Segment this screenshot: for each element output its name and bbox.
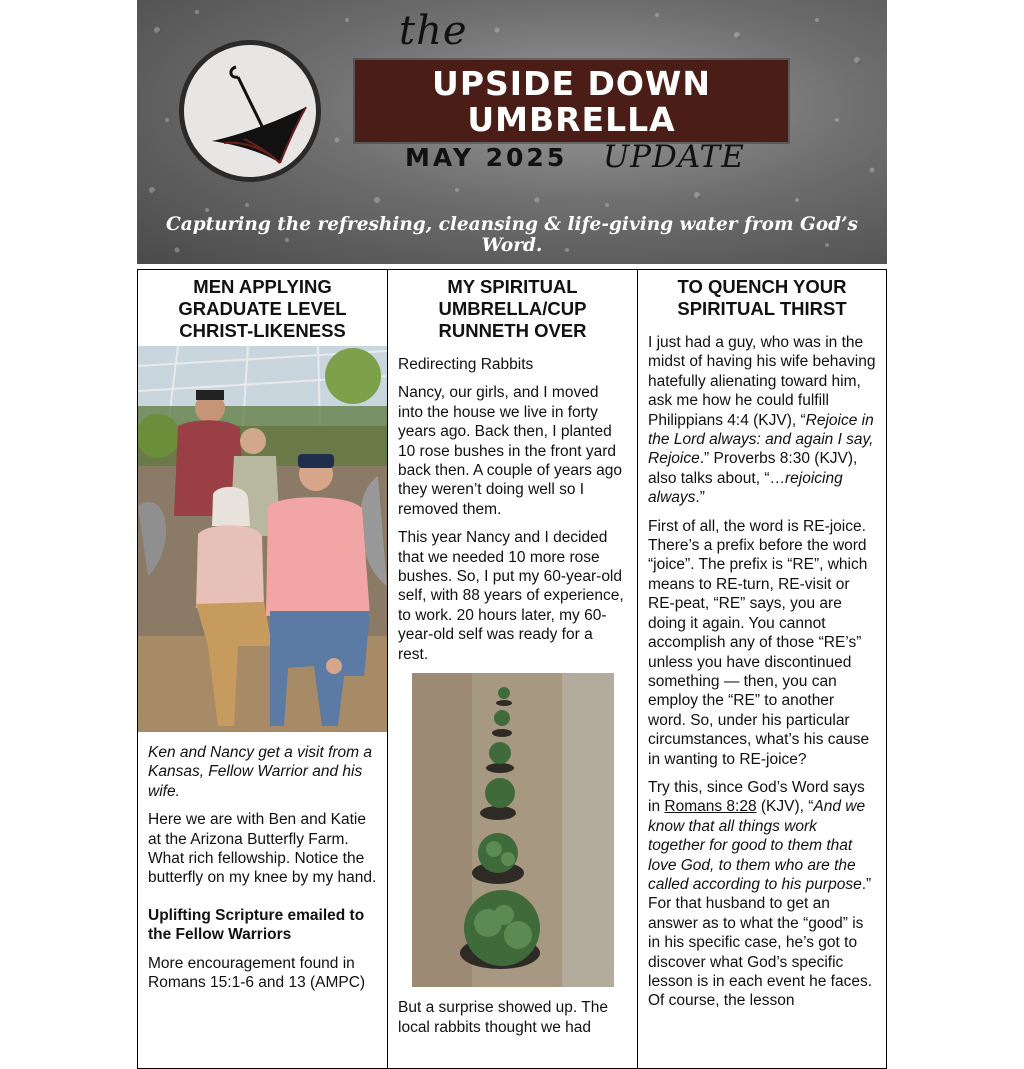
paragraph: First of all, the word is RE-joice. There’s a prefix before the word “joice”. The prefix is “RE”, which means to RE-turn, RE-visit or RE-peat, “RE” says, you are doing it again. You cannot accomplish any of those “RE’s” unless you have discontinued something — then, you can employ the “RE” to another word. So, under his particular circumstances, what’s his cause in wanting to RE-joice?: [648, 517, 870, 768]
paragraph: Nancy, our girls, and I moved into the house we live in forty years ago. Back then, I planted 10 rose bushes in the front yard back then. A couple of years ago they weren’t doing well so I removed them.: [398, 384, 623, 518]
column-spiritual-umbrella: [387, 269, 638, 1069]
section-subtitle: Redirecting Rabbits: [398, 356, 534, 373]
paragraph: I just had a guy, who was in the midst of having his wife behaving hatefully alienating toward him, ask me how he could fulfill Philippians 4:4 (KJV), “Rejoice in the Lord always: and again I say, Rejoice.” Proverbs 8:30 (KJV), also talks about, “…rejoicing always.”: [648, 334, 876, 507]
column-heading: TO QUENCH YOUR SPIRITUAL THIRST: [677, 276, 847, 319]
romans-link[interactable]: Romans 8:28: [664, 798, 757, 816]
title-box: [355, 60, 788, 142]
subheading: Uplifting Scripture emailed to the Fellow Warriors: [148, 906, 365, 944]
rose-bushes-photo: [412, 673, 614, 987]
tagline: Capturing the refreshing, cleansing & life-giving water from God’s Word.: [166, 214, 858, 256]
column-men-applying: [137, 269, 388, 1069]
paragraph: Try this, since God’s Word says in Romans 8:28 (KJV), “And we know that all things work together for good to them that love God, to them who are the called according to his purpose.” For that husband to get an answer as to what the “good” is in his specific case, he’s got to discover what God’s specific lesson is in each event he faces. Of course, the lesson: [648, 778, 873, 1010]
update-label: UPDATE: [603, 139, 745, 175]
paragraph: This year Nancy and I decided that we needed 10 more rose bushes. So, I put my 60-year-old self, with 88 years of experience, to work. 20 hours later, my 60-year-old self was ready for a rest.: [398, 529, 624, 663]
umbrella-icon: [184, 45, 316, 177]
title-line-2: UMBRELLA: [467, 100, 676, 139]
umbrella-logo: [179, 40, 321, 182]
title-line-1: UPSIDE DOWN: [432, 64, 711, 103]
column-heading: MEN APPLYING GRADUATE LEVEL CHRIST-LIKENESS: [178, 276, 347, 341]
newsletter-banner: [137, 0, 887, 264]
column-quench-thirst: [637, 269, 887, 1069]
paragraph: More encouragement found in Romans 15:1-6 and 13 (AMPC): [148, 954, 366, 992]
issue-month: MAY 2025: [405, 143, 568, 172]
photo-caption: Ken and Nancy get a visit from a Kansas, Fellow Warrior and his wife.: [148, 744, 373, 800]
column-heading: MY SPIRITUAL UMBRELLA/CUP RUNNETH OVER: [438, 276, 587, 341]
butterfly-farm-photo: [138, 346, 387, 732]
paragraph: Here we are with Ben and Katie at the Arizona Butterfly Farm. What rich fellowship. Notice the butterfly on my knee by my hand.: [148, 811, 377, 887]
title-prefix: the: [399, 8, 468, 54]
paragraph: But a surprise showed up. The local rabbits thought we had: [398, 999, 608, 1036]
